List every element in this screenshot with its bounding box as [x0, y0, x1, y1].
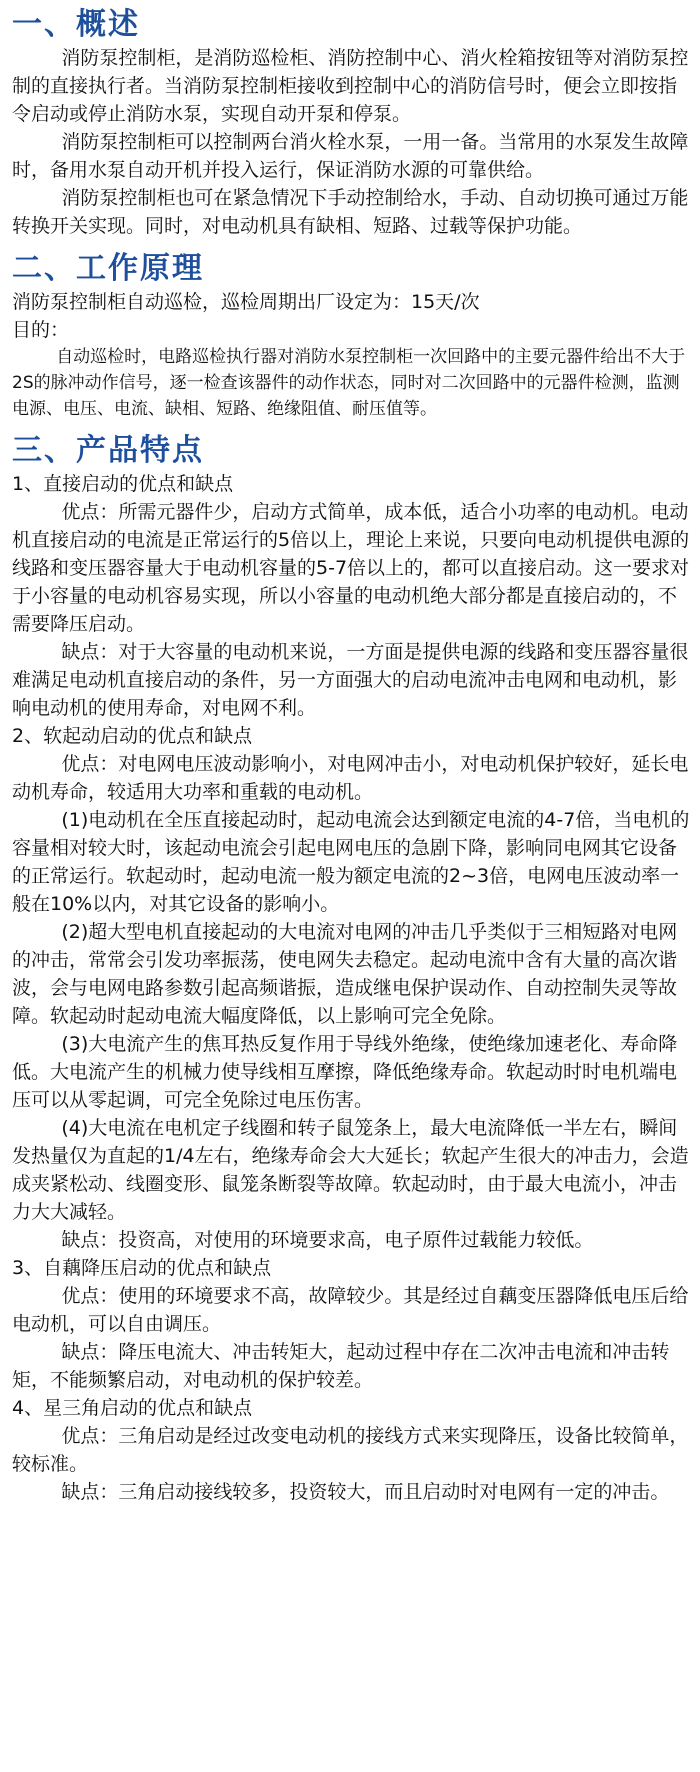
section-overview — [12, 6, 690, 240]
feature-subtitle: 1、直接启动的优点和缺点 — [12, 473, 234, 495]
purpose-label: 目的： — [12, 319, 70, 341]
section-product-features — [12, 432, 690, 1506]
paragraph: 优点：使用的环境要求不高，故障较少。其是经过自藕变压器降低电压后给电动机，可以自由调压。 — [12, 1285, 689, 1335]
inspection-cycle-line: 消防泵控制柜自动巡检，巡检周期出厂设定为：15天/次 — [12, 291, 480, 313]
paragraph: (3)大电流产生的焦耳热反复作用于导线外绝缘，使绝缘加速老化、寿命降低。大电流产生的机械力使导线相互摩擦，降低绝缘寿命。软起动时时电机端电压可以从零起调，可完全免除过电压伤害。 — [12, 1033, 678, 1111]
paragraph: 缺点：对于大容量的电动机来说，一方面是提供电源的线路和变压器容量很难满足电动机直接启动的条件，另一方面强大的启动电流冲击电网和电动机，影响电动机的使用寿命，对电网不利。 — [12, 641, 689, 719]
section-title: 二、工作原理 — [12, 251, 204, 286]
section-working-principle — [12, 250, 690, 422]
feature-subtitle: 4、星三角启动的优点和缺点 — [12, 1397, 253, 1419]
paragraph: 缺点：投资高，对使用的环境要求高，电子原件过载能力较低。 — [61, 1229, 594, 1251]
paragraph: 缺点：降压电流大、冲击转矩大，起动过程中存在二次冲击电流和冲击转矩，不能频繁启动，对电动机的保护较差。 — [12, 1341, 670, 1391]
paragraph: (1)电动机在全压直接起动时，起动电流会达到额定电流的4-7倍，当电机的容量相对较大时，该起动电流会引起电网电压的急剧下降，影响同电网其它设备的正常运行。软起动时，起动电流一般为额定电流的2~3倍，电网电压波动率一般在10%以内，对其它设备的影响小。 — [12, 809, 690, 915]
feature-subtitle: 3、自藕降压启动的优点和缺点 — [12, 1257, 272, 1279]
section-title: 一、概述 — [12, 7, 140, 42]
section-title: 三、产品特点 — [12, 433, 204, 468]
paragraph: 消防泵控制柜可以控制两台消火栓水泵，一用一备。当常用的水泵发生故障时，备用水泵自动开机并投入运行，保证消防水源的可靠供给。 — [12, 131, 689, 181]
paragraph: (4)大电流在电机定子线圈和转子鼠笼条上，最大电流降低一半左右，瞬间发热量仅为直起的1/4左右，绝缘寿命会大大延长；软起产生很大的冲击力，会造成夹紧松动、线圈变形、鼠笼条断裂等故障。软起动时，由于最大电流小，冲击力大大减轻。 — [12, 1117, 689, 1223]
paragraph: 优点：对电网电压波动影响小，对电网冲击小，对电动机保护较好，延长电动机寿命，较适用大功率和重载的电动机。 — [12, 753, 689, 803]
paragraph: 消防泵控制柜，是消防巡检柜、消防控制中心、消火栓箱按钮等对消防泵控制的直接执行者。当消防泵控制柜接收到控制中心的消防信号时，便会立即按指令启动或停止消防水泵，实现自动开泵和停泵。 — [12, 47, 689, 125]
paragraph: 消防泵控制柜也可在紧急情况下手动控制给水，手动、自动切换可通过万能转换开关实现。同时，对电动机具有缺相、短路、过载等保护功能。 — [12, 187, 689, 237]
paragraph: (2)超大型电机直接起动的大电流对电网的冲击几乎类似于三相短路对电网的冲击，常常会引发功率振荡，使电网失去稳定。起动电流中含有大量的高次谐波，会与电网电路参数引起高频谐振，造成继电保护误动作、自动控制失灵等故障。软起动时起动电流大幅度降低，以上影响可完全免除。 — [12, 921, 678, 1027]
paragraph: 自动巡检时，电路巡检执行器对消防水泵控制柜一次回路中的主要元器件给出不大于2S的脉冲动作信号，逐一检查该器件的动作状态，同时对二次回路中的元器件检测，监测电源、电压、电流、缺相、短路、绝缘阻值、耐压值等。 — [12, 347, 686, 419]
paragraph: 缺点：三角启动接线较多，投资较大，而且启动时对电网有一定的冲击。 — [61, 1481, 670, 1503]
feature-subtitle: 2、软起动启动的优点和缺点 — [12, 725, 253, 747]
paragraph: 优点：所需元器件少，启动方式简单，成本低，适合小功率的电动机。电动机直接启动的电流是正常运行的5倍以上，理论上来说，只要向电动机提供电源的线路和变压器容量大于电动机容量的5-7倍以上的，都可以直接启动。这一要求对于小容量的电动机容易实现，所以小容量的电动机绝大部分都是直接启动的，不需要降压启动。 — [12, 501, 690, 635]
paragraph: 优点：三角启动是经过改变电动机的接线方式来实现降压，设备比较简单，较标准。 — [12, 1425, 689, 1475]
